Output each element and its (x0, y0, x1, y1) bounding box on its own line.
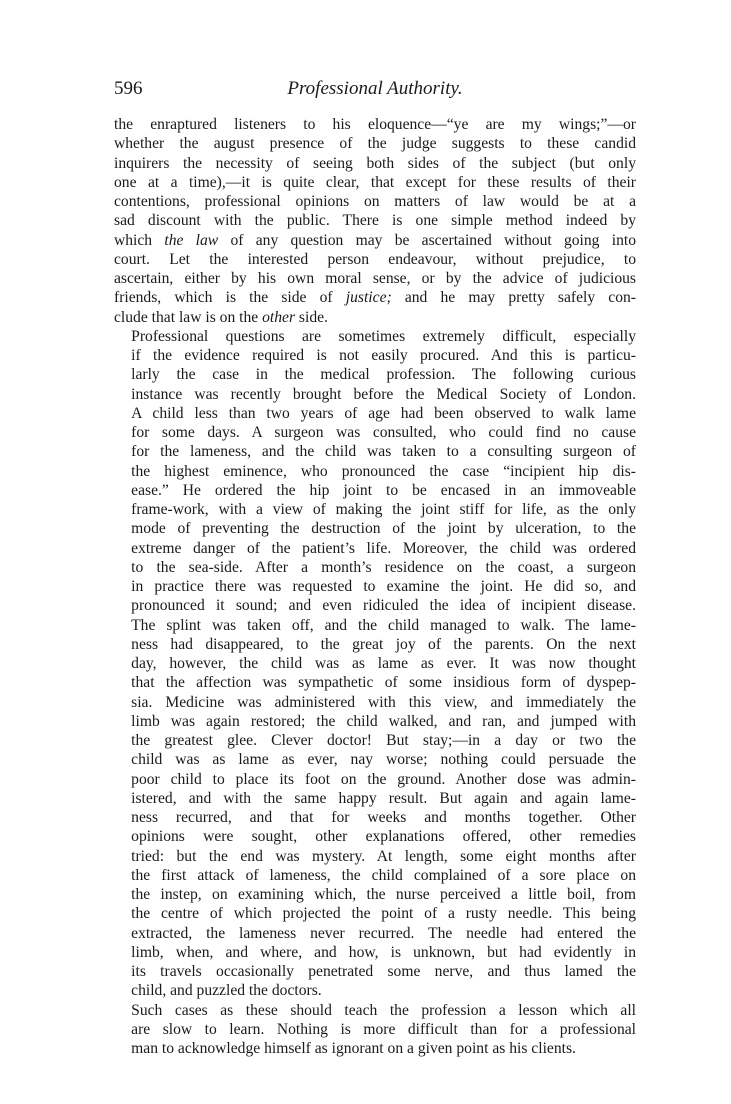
text-line: court. Let the interested person endeavour, without prejudice, to (114, 250, 636, 268)
text-line: one at a time),—it is quite clear, that except for these results of their (114, 173, 636, 191)
text-line: limb, when, and where, and how, is unknown, but had evidently in (131, 943, 636, 961)
text-line: the first attack of lameness, the child complained of a sore place on (131, 866, 636, 884)
text-line: if the evidence required is not easily procured. And this is particu- (131, 347, 636, 364)
text-line: man to acknowledge himself as ignorant on a given point as his clients. (131, 1040, 576, 1057)
text-line: ease.” He ordered the hip joint to be encased in an immoveable (131, 481, 636, 499)
text-line: inquirers the necessity of seeing both sides of the subject (but only (114, 154, 636, 172)
text-line: larly the case in the medical profession. The following curious (131, 366, 636, 384)
text-line: to the sea-side. After a month’s residence on the coast, a surgeon (131, 558, 636, 576)
text-line: are slow to learn. Nothing is more difficult than for a professional (131, 1020, 636, 1038)
text-line: the greatest glee. Clever doctor! But stay;—in a day or two the (131, 732, 636, 749)
text-line: contentions, professional opinions on matters of law would be at a (114, 193, 636, 210)
text-line: friends, which is the side of justice; and he may pretty safely con- (114, 289, 636, 307)
text-line: child, and puzzled the doctors. (131, 982, 322, 1000)
italic-text: justice; (345, 289, 392, 307)
paragraph (114, 1001, 636, 1059)
italic-text: other (262, 308, 296, 326)
text-line: that the affection was sympathetic of some insidious form of dyspep- (131, 674, 636, 692)
text-line: extracted, the lameness never recurred. The needle had entered the (131, 924, 636, 942)
text-line: Professional questions are sometimes extremely difficult, especially (131, 327, 636, 345)
text-line: the highest eminence, who pronounced the case “incipient hip dis- (131, 462, 636, 480)
italic-text: the law (164, 231, 219, 249)
paragraph (114, 115, 636, 327)
text-line: pronounced it sound; and even ridiculed the idea of incipient disease. (131, 597, 636, 615)
running-title: Professional Authority. (287, 78, 463, 99)
running-head (114, 78, 636, 102)
text-line: poor child to place its foot on the ground. Another dose was admin- (131, 770, 636, 788)
text-line: frame-work, with a view of making the joint stiff for life, as the only (131, 501, 636, 518)
text-line: Such cases as these should teach the profession a lesson which all (131, 1001, 636, 1019)
text-line: in practice there was requested to examine the joint. He did so, and (131, 578, 636, 595)
text-line: ness recurred, and that for weeks and months together. Other (131, 809, 636, 826)
text-line: which the law of any question may be ascertained without going into (114, 231, 636, 249)
text-line: day, however, the child was as lame as ever. It was now thought (131, 655, 636, 672)
text-line: mode of preventing the destruction of the joint by ulceration, to the (131, 520, 636, 538)
text-line: sad discount with the public. There is one simple method indeed by (114, 212, 636, 230)
text-line: sia. Medicine was administered with this view, and immediately the (131, 693, 636, 711)
text-line: The splint was taken off, and the child managed to walk. The lame- (131, 616, 636, 634)
text-line: ness had disappeared, to the great joy of the parents. On the next (131, 635, 636, 653)
text-line: for some days. A surgeon was consulted, who could find no cause (131, 424, 636, 441)
text-line: for the lameness, and the child was taken to a consulting surgeon of (131, 443, 636, 461)
text-line: ascertain, either by his own moral sense, or by the advice of judicious (114, 270, 636, 287)
text-line: the instep, on examining which, the nurse perceived a little boil, from (131, 886, 636, 903)
paragraph (114, 327, 636, 1001)
page-number: 596 (114, 78, 143, 99)
text-line: opinions were sought, other explanations offered, other remedies (131, 828, 636, 846)
text-line: clude that law is on the other side. (114, 308, 328, 326)
text-line: instance was recently brought before the Medical Society of London. (131, 385, 636, 403)
text-line: tried: but the end was mystery. At length, some eight months after (131, 847, 636, 865)
text-line: child was as lame as ever, nay worse; nothing could persuade the (131, 751, 636, 769)
text-line: limb was again restored; the child walked, and ran, and jumped with (131, 712, 636, 730)
text-line: extreme danger of the patient’s life. Moreover, the child was ordered (131, 539, 636, 557)
text-line: the centre of which projected the point of a rusty needle. This being (131, 905, 636, 923)
text-line: the enraptured listeners to his eloquence—“ye are my wings;”—or (114, 116, 636, 133)
text-line: istered, and with the same happy result. But again and again lame- (131, 789, 636, 807)
text-line: A child less than two years of age had been observed to walk lame (131, 404, 636, 422)
text-line: whether the august presence of the judge suggests to these candid (114, 135, 636, 153)
text-line: its travels occasionally penetrated some nerve, and thus lamed the (131, 963, 636, 980)
body-text (114, 115, 636, 1058)
